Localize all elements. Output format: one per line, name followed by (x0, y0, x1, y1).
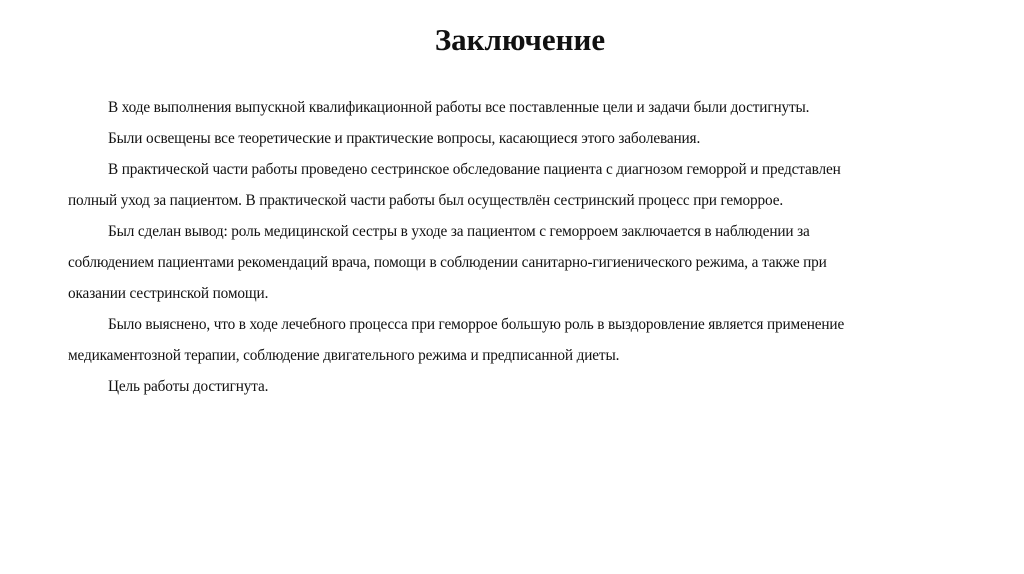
text-line: медикаментозной терапии, соблюдение двигательного режима и предписанной диеты. (68, 347, 620, 364)
paragraph (68, 216, 958, 309)
text-line: оказании сестринской помощи. (68, 285, 269, 302)
text-line: полный уход за пациентом. В практической части работы был осуществлён сестринский процесс при геморрое. (68, 192, 784, 209)
text-line: В практической части работы проведено сестринское обследование пациента с диагнозом геморрой и представлен (108, 161, 841, 178)
text-line: Были освещены все теоретические и практические вопросы, касающиеся этого заболевания. (108, 130, 701, 147)
text-line: Был сделан вывод: роль медицинской сестры в уходе за пациентом с геморроем заключается в наблюдении за (108, 223, 810, 240)
paragraph (68, 92, 958, 123)
paragraph (68, 154, 958, 216)
text-line: Цель работы достигнута. (108, 378, 269, 395)
text-line: соблюдением пациентами рекомендаций врача, помощи в соблюдении санитарно-гигиенического режима, а также при (68, 254, 827, 271)
paragraph (68, 123, 958, 154)
paragraph (68, 309, 958, 371)
paragraph (68, 371, 958, 402)
text-line: В ходе выполнения выпускной квалификационной работы все поставленные цели и задачи были достигнуты. (108, 99, 810, 116)
slide-body (68, 92, 958, 402)
text-line: Было выяснено, что в ходе лечебного процесса при геморрое большую роль в выздоровление является применение (108, 316, 845, 333)
slide-title: Заключение (434, 22, 606, 57)
